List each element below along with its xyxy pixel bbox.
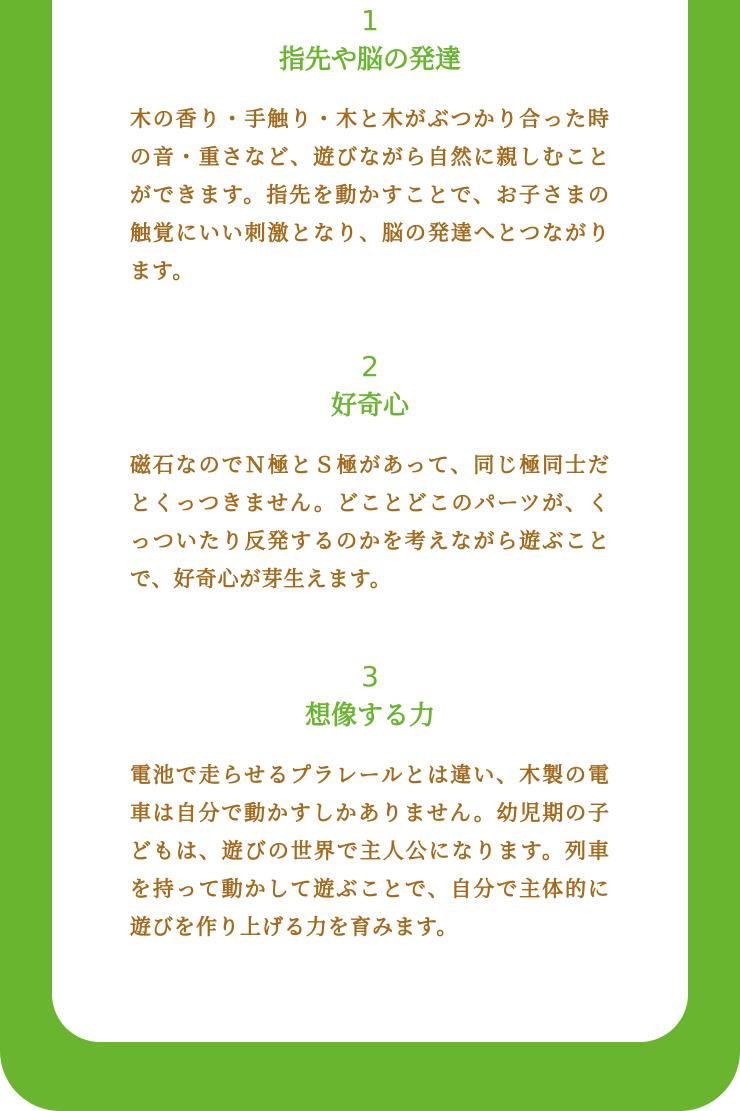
section-number: 2 [361,350,379,383]
section-text: 電池で走らせるプラレールとは違い、木製の電車は自分で動かすしかありません。幼児期の子どもは、遊びの世界で主人公になります。列車を持って動かして遊ぶことで、自分で主体的に遊びを作り上げる力を育みます。 [130,763,610,939]
section-title: 想像する力 [304,701,435,731]
section-text: 木の香り・手触り・木と木がぶつかり合った時の音・重さなど、遊びながら自然に親しむことができます。指先を動かすことで、お子さまの触覚にいい刺激となり、脳の発達へとつながります。 [130,107,610,283]
section-text: 磁石なのでＮ極とＳ極があって、同じ極同士だとくっつきません。どことどこのパーツが、くっついたり反発するのかを考えながら遊ぶことで、好奇心が芽生えます。 [130,453,610,591]
section-title: 指先や脳の発達 [278,45,461,75]
content-card [52,0,688,1042]
section-title: 好奇心 [330,391,409,421]
benefit-section-1 [52,4,688,290]
benefit-section-2 [52,350,688,598]
benefit-section-3 [52,660,688,946]
section-number: 3 [361,660,379,693]
section-number: 1 [361,4,379,37]
